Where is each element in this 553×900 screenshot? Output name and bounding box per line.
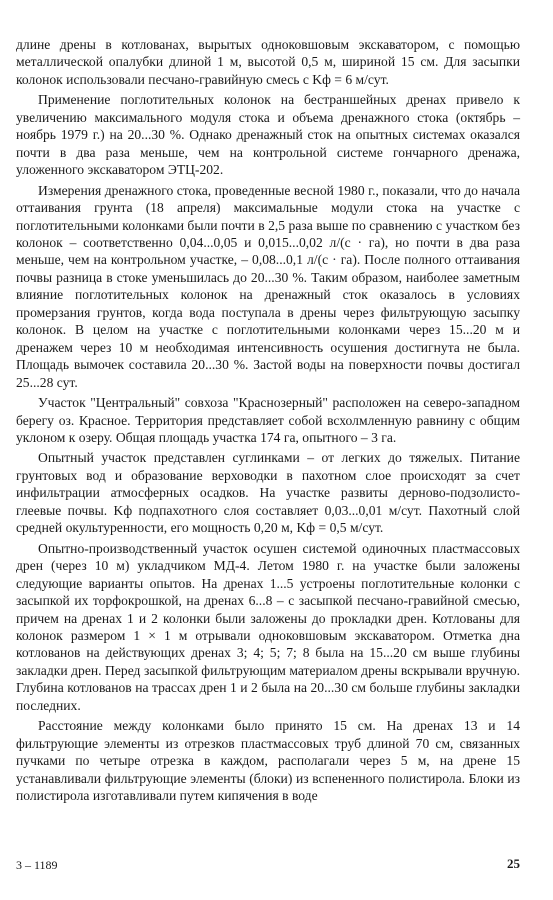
page-footer <box>16 858 520 878</box>
signature-mark: 3 – 1189 <box>16 858 58 872</box>
paragraph-3: Измерения дренажного стока, проведенные весной 1980 г., показали, что до начала оттаивания грунта (18 апреля) максимальные модули стока на участке с поглотительными колонками были почти в 2,5 раза выше по сравнению с участком без колонок – соответственно 0,04...0,05 и 0,015...0,02 л/(с · га), но почти в два раза меньше, чем на контрольном участке, – 0,08...0,1 л/(с · га). После полного оттаивания почвы разница в стоке уменьшилась до 20...30 %. Таким образом, наиболее заметным влияние поглотительных колонок на дренажный сток оказалось в условиях промерзания грунтов, когда вода поступала в дрены через фильтрующую засыпку колонок. В целом на участке с поглотительными колонками через 15...20 м и дренажем через 10 м необходимая интенсивность осушения достигнута не была. Площадь вымочек составила 20...30 %. Застой воды на поверхности почвы достигал 25...28 сут. <box>16 182 520 390</box>
page-number: 25 <box>507 856 520 871</box>
paragraph-2: Применение поглотительных колонок на бестраншейных дренах привело к увеличению максимального модуля стока и объема дренажного стока (октябрь – ноябрь 1979 г.) на 20...30 %. Однако дренажный сток на опытных системах оказался почти в два раза меньше, чем на контрольной системе гончарного дренажа, уложенного экскаватором ЭТЦ-202. <box>16 92 520 178</box>
paragraph-7: Расстояние между колонками было принято 15 см. На дренах 13 и 14 фильтрующие элементы из отрезков пластмассовых труб длиной 70 см, связанных пучками по четыре отрезка в каждом, располагали через 5 м, на дрене 15 устанавливали фильтрующие элементы (блоки) из вспененного полистирола. Блоки из полистирола изготавливали путем кипячения в воде <box>16 718 520 804</box>
paragraph-4: Участок "Центральный" совхоза "Краснозерный" расположен на северо-западном берегу оз. Красное. Территория представляет собой всхолмленную равнину с общим уклоном к озеру. Общая площадь участка 174 га, опытного – 3 га. <box>16 395 520 445</box>
paragraph-1: длине дрены в котлованах, вырытых одноковшовым экскаватором, с помощью металлической опалубки длиной 1 м, высотой 0,5 м, шириной 15 см. Для засыпки колонок использовали песчано-гравийную смесь с Kф = 6 м/сут. <box>16 37 520 87</box>
paragraph-6: Опытно-производственный участок осушен системой одиночных пластмассовых дрен (через 10 м) укладчиком МД-4. Летом 1980 г. на участке были заложены следующие варианты опытов. На дренах 1...5 устроены поглотительные колонки с засыпкой их торфокрошкой, на дренах 6...8 – с засыпкой песчано-гравийной смесью, причем на дренах 1 и 2 колонки были заложены до прокладки дрен. Котлованы для колонок размером 1 × 1 м отрывали одноковшовым экскаватором. Отметка дна котлованов на действующих дренах 3; 4; 5; 7; 8 была на 15...20 см выше глубины закладки дрен. Перед засыпкой фильтрующим материалом дрены вскрывали вручную. Глубина котлованов на трассах дрен 1 и 2 была на 20...30 см больше глубины закладки последних. <box>16 540 520 713</box>
paragraph-5: Опытный участок представлен суглинками – от легких до тяжелых. Питание грунтовых вод и образование верховодки в пахотном слое происходят за счет инфильтрации атмосферных осадков. На участке развиты дерново-подзолисто-глеевые почвы. Kф подпахотного слоя составляет 0,03...0,01 м/сут. Пахотный слой средней окультуренности, его мощность 0,20 м, Kф = 0,5 м/сут. <box>16 450 520 536</box>
page-body <box>16 36 520 804</box>
